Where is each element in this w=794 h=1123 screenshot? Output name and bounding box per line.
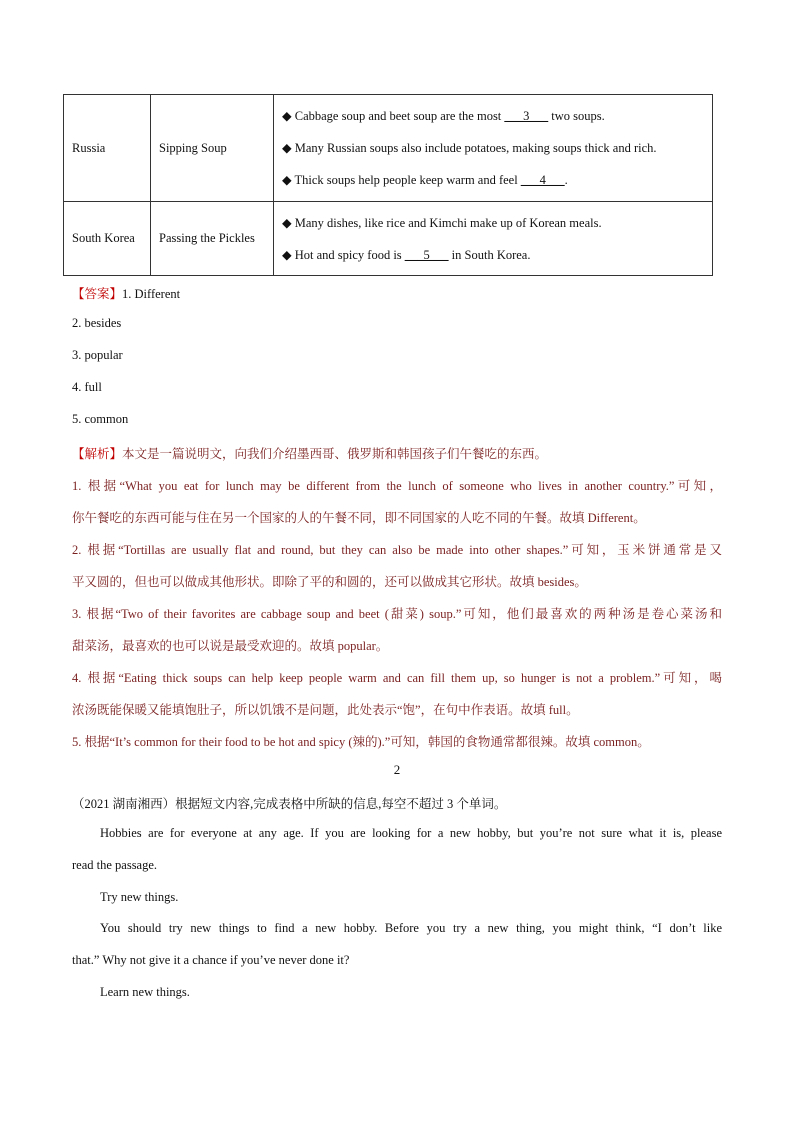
bullet-text: ◆ Many dishes, like rice and Kimchi make up of Korean meals.	[282, 215, 602, 230]
answer-line-1	[72, 284, 180, 302]
analysis-line: 平又圆的，但也可以做成其他形状。即除了平的和圆的，还可以做成其它形状。故填 besides。	[72, 575, 587, 589]
bullet-text: ◆ Cabbage soup and beet soup are the most	[282, 109, 505, 123]
answer-line-4: 4. full	[72, 380, 102, 394]
bullet-line	[282, 100, 704, 132]
bullet-text: ◆ Thick soups help people keep warm and feel	[282, 173, 521, 187]
page-number: 2	[393, 762, 401, 777]
answer-line-3: 3. popular	[72, 348, 123, 362]
question-header: （2021 湖南湘西）根据短文内容,完成表格中所缺的信息,每空不超过 3 个单词。	[72, 797, 507, 811]
passage-line: Hobbies are for everyone at any age. If you are looking for a new hobby, but you’re not sure what it is, please	[100, 826, 722, 840]
bullet-text: ◆ Hot and spicy food is	[282, 247, 405, 262]
bullet-line	[282, 239, 704, 271]
passage-heading: Learn new things.	[100, 985, 190, 999]
table-row-russia	[64, 95, 713, 202]
answer-text: 1. Different	[122, 287, 181, 301]
details-cell	[274, 202, 713, 276]
bullet-line	[282, 164, 704, 196]
analysis-line: 5. 根据“It’s common for their food to be hot and spicy (辣的).”可知，韩国的食物通常都很辣。故填 common。	[72, 735, 650, 749]
answer-line-5: 5. common	[72, 412, 129, 426]
country-cell: South Korea	[64, 202, 151, 276]
answer-blank: ___3___	[504, 109, 549, 123]
bullet-text-after: in South Korea.	[448, 247, 531, 262]
answer-blank: ___5___	[404, 247, 449, 262]
table-row-south-korea	[64, 202, 713, 276]
analysis-line: 3. 根据“Two of their favorites are cabbage soup and beet (甜菜) soup.”可知，他们最喜欢的两种汤是卷心菜汤和	[72, 607, 722, 621]
custom-cell: Passing the Pickles	[151, 202, 274, 276]
custom-cell: Sipping Soup	[151, 95, 274, 202]
analysis-line: 你午餐吃的东西可能与住在另一个国家的人的午餐不同，即不同国家的人吃不同的午餐。故填 Different。	[72, 511, 646, 525]
bullet-text: ◆ Many Russian soups also include potatoes, making soups thick and rich.	[282, 141, 657, 155]
bullet-line	[282, 132, 704, 164]
passage-line: read the passage.	[72, 858, 158, 872]
analysis-line: 4. 根据“Eating thick soups can help keep people warm and can fill them up, so hunger is not a problem.”可知，喝	[72, 671, 722, 685]
analysis-intro	[72, 444, 547, 462]
answer-blank: ___4___	[520, 173, 565, 187]
analysis-label: 【解析】	[72, 447, 123, 461]
passage-heading: Try new things.	[100, 890, 179, 904]
analysis-intro-text: 本文是一篇说明文，向我们介绍墨西哥、俄罗斯和韩国孩子们午餐吃的东西。	[122, 447, 548, 461]
analysis-line: 甜菜汤，最喜欢的也可以说是最受欢迎的。故填 popular。	[72, 639, 389, 653]
answer-line-2: 2. besides	[72, 316, 122, 330]
passage-line: that.” Why not give it a chance if you’ve never done it?	[72, 953, 350, 967]
bullet-line	[282, 207, 704, 239]
country-cell: Russia	[64, 95, 151, 202]
analysis-line: 2. 根据“Tortillas are usually flat and round, but they can also be made into other shapes.”可知，玉米饼通常是又	[72, 543, 722, 557]
bullet-text-after: .	[564, 173, 568, 187]
answer-label: 【答案】	[72, 287, 123, 301]
info-table	[63, 94, 713, 276]
details-cell	[274, 95, 713, 202]
passage-line: You should try new things to find a new hobby. Before you try a new thing, you might think, “I don’t like	[100, 921, 722, 935]
analysis-line: 浓汤既能保暖又能填饱肚子，所以饥饿不是问题，此处表示“饱”，在句中作表语。故填 full。	[72, 703, 579, 717]
bullet-text-after: two soups.	[548, 109, 605, 123]
analysis-line: 1. 根据“What you eat for lunch may be different from the lunch of someone who lives in another country.”可知，	[72, 479, 722, 493]
